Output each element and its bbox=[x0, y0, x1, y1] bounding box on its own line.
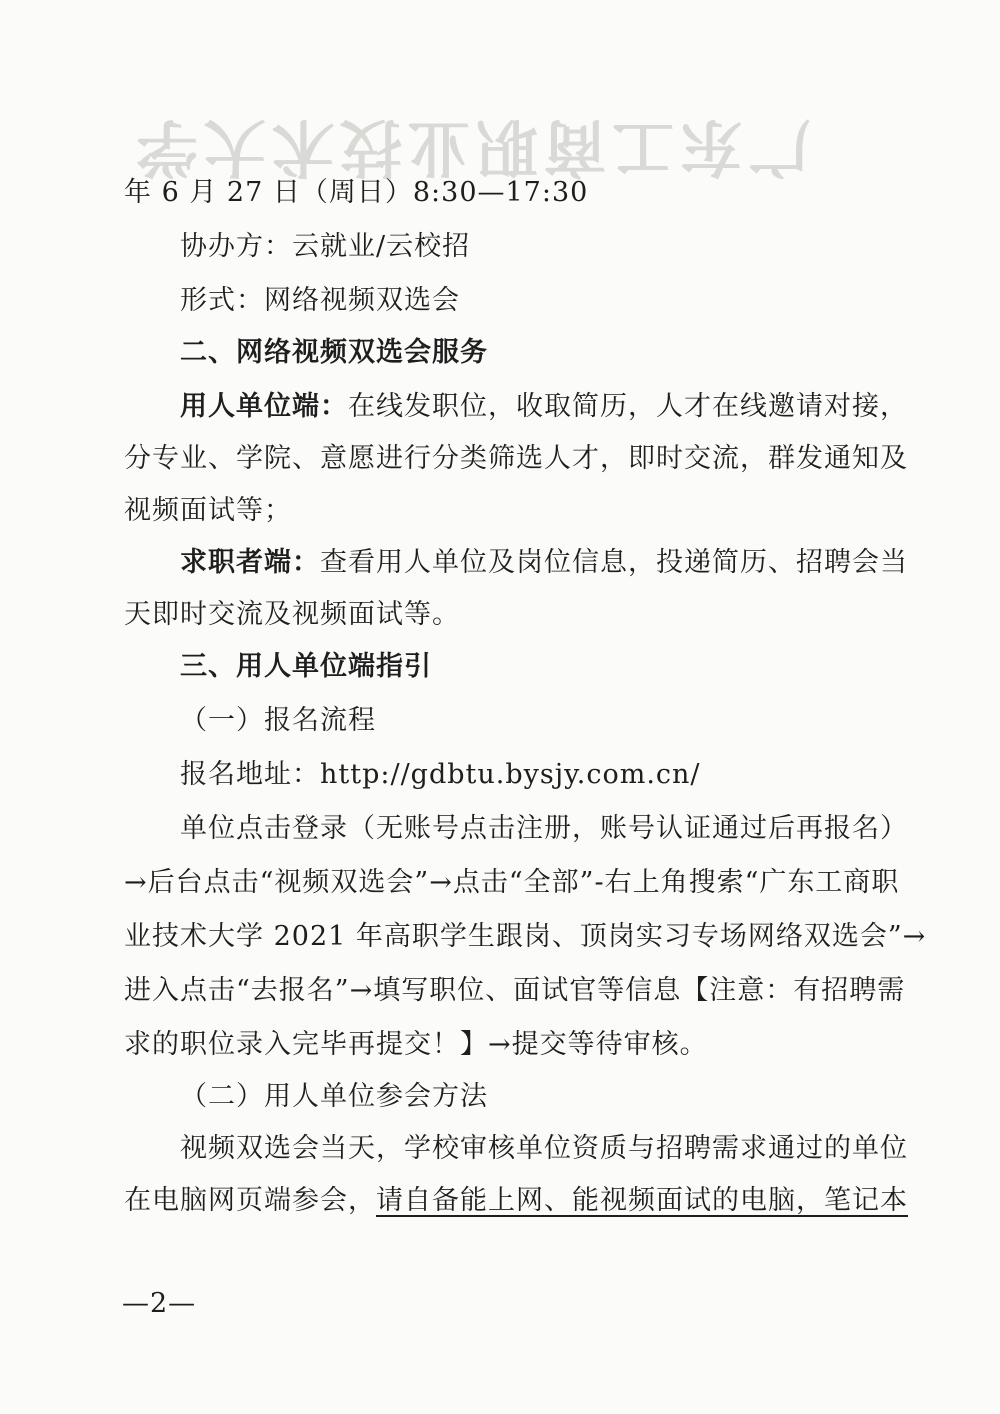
page-number: —2— bbox=[122, 1288, 197, 1319]
registration-step-line-4: 进入点击“去报名”→填写职位、面试官等信息【注意：有招聘需 bbox=[124, 975, 906, 1006]
jobseeker-side-text: 查看用人单位及岗位信息，投递简历、招聘会当 bbox=[320, 547, 908, 578]
employer-side-line bbox=[180, 390, 930, 424]
employer-side-line-2: 分专业、学院、意愿进行分类筛选人才，即时交流，群发通知及 bbox=[124, 443, 908, 474]
attendance-line-1: 视频双选会当天，学校审核单位资质与招聘需求通过的单位 bbox=[180, 1133, 908, 1164]
format-line: 形式：网络视频双选会 bbox=[180, 285, 460, 316]
employer-side-text: 在线发职位，收取简历，人才在线邀请对接， bbox=[348, 391, 908, 422]
co-organizer-line: 协办方：云就业/云校招 bbox=[180, 231, 471, 262]
registration-step-line-5: 求的职位录入完毕再提交！】→提交等待审核。 bbox=[124, 1029, 708, 1060]
jobseeker-side-line-2: 天即时交流及视频面试等。 bbox=[124, 599, 460, 630]
bleed-through-heading: 广东工商职业技术大学 bbox=[130, 111, 811, 184]
attendance-line-2 bbox=[124, 1184, 908, 1218]
section-heading-2: 二、网络视频双选会服务 bbox=[180, 337, 488, 368]
employer-side-label: 用人单位端： bbox=[180, 391, 348, 422]
subsection-heading-2: （二）用人单位参会方法 bbox=[180, 1081, 488, 1112]
employer-side-line-3: 视频面试等； bbox=[124, 495, 292, 526]
attendance-underlined-text: 请自备能上网、能视频面试的电脑，笔记本 bbox=[376, 1185, 908, 1216]
subsection-heading-1: （一）报名流程 bbox=[180, 705, 376, 736]
registration-step-line-3: 业技术大学 2021 年高职学生跟岗、顶岗实习专场网络双选会”→ bbox=[124, 921, 927, 952]
jobseeker-side-line bbox=[180, 546, 930, 580]
registration-url-line: 报名地址：http://gdbtu.bysjy.com.cn/ bbox=[180, 759, 701, 790]
attendance-text: 在电脑网页端参会， bbox=[124, 1185, 376, 1216]
jobseeker-side-label: 求职者端： bbox=[180, 547, 320, 578]
event-date-line: 年 6 月 27 日（周日）8:30—17:30 bbox=[124, 177, 589, 208]
section-heading-3: 三、用人单位端指引 bbox=[180, 651, 432, 682]
registration-step-line-1: 单位点击登录（无账号点击注册，账号认证通过后再报名） bbox=[180, 813, 908, 844]
registration-step-line-2: →后台点击“视频双选会”→点击“全部”-右上角搜索“广东工商职 bbox=[124, 867, 900, 898]
